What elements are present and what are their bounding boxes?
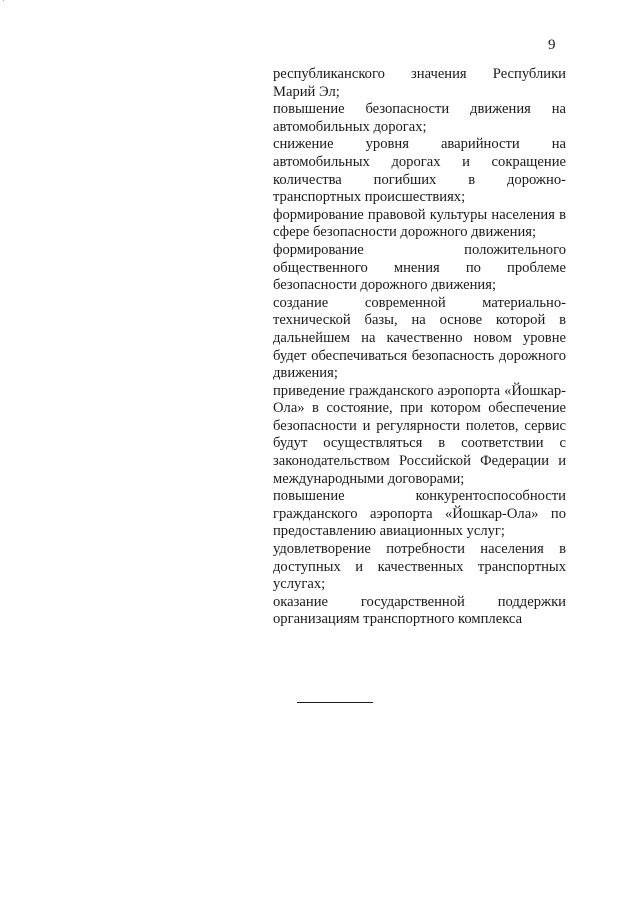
list-item: повышение конкурентоспособности гражданского аэропорта «Йошкар-Ола» по предоставлению авиационных услуг; [273, 488, 566, 540]
list-item: оказание государственной поддержки организациям транспортного комплекса [273, 593, 566, 628]
list-item: формирование правовой культуры населения в сфере безопасности дорожного движения; [273, 206, 566, 241]
document-body [273, 66, 566, 629]
page-number: 9 [548, 37, 556, 53]
list-item: снижение уровня аварийности на автомобильных дорогах и сокращение количества погибших в дорожно-транспортных происшествиях; [273, 136, 566, 206]
list-item: удовлетворение потребности населения в доступных и качественных транспортных услугах; [273, 541, 566, 593]
closing-rule [297, 702, 373, 703]
scan-corner-mark [3, 0, 4, 1]
list-item: формирование положительного общественного мнения по проблеме безопасности дорожного движения; [273, 241, 566, 294]
list-item: создание современной материально-технической базы, на основе которой в дальнейшем на качественно новом уровне будет обеспечиваться безопасность дорожного движения; [273, 294, 566, 382]
list-item: приведение гражданского аэропорта «Йошкар-Ола» в состояние, при котором обеспечение безопасности и регулярности полетов, сервис будут осуществляться в соответствии с законодательством Российской Федерации и международными договорами; [273, 382, 566, 487]
list-item: повышение безопасности движения на автомобильных дорогах; [273, 101, 566, 135]
list-item: республиканского значения Республики Марий Эл; [273, 66, 566, 100]
